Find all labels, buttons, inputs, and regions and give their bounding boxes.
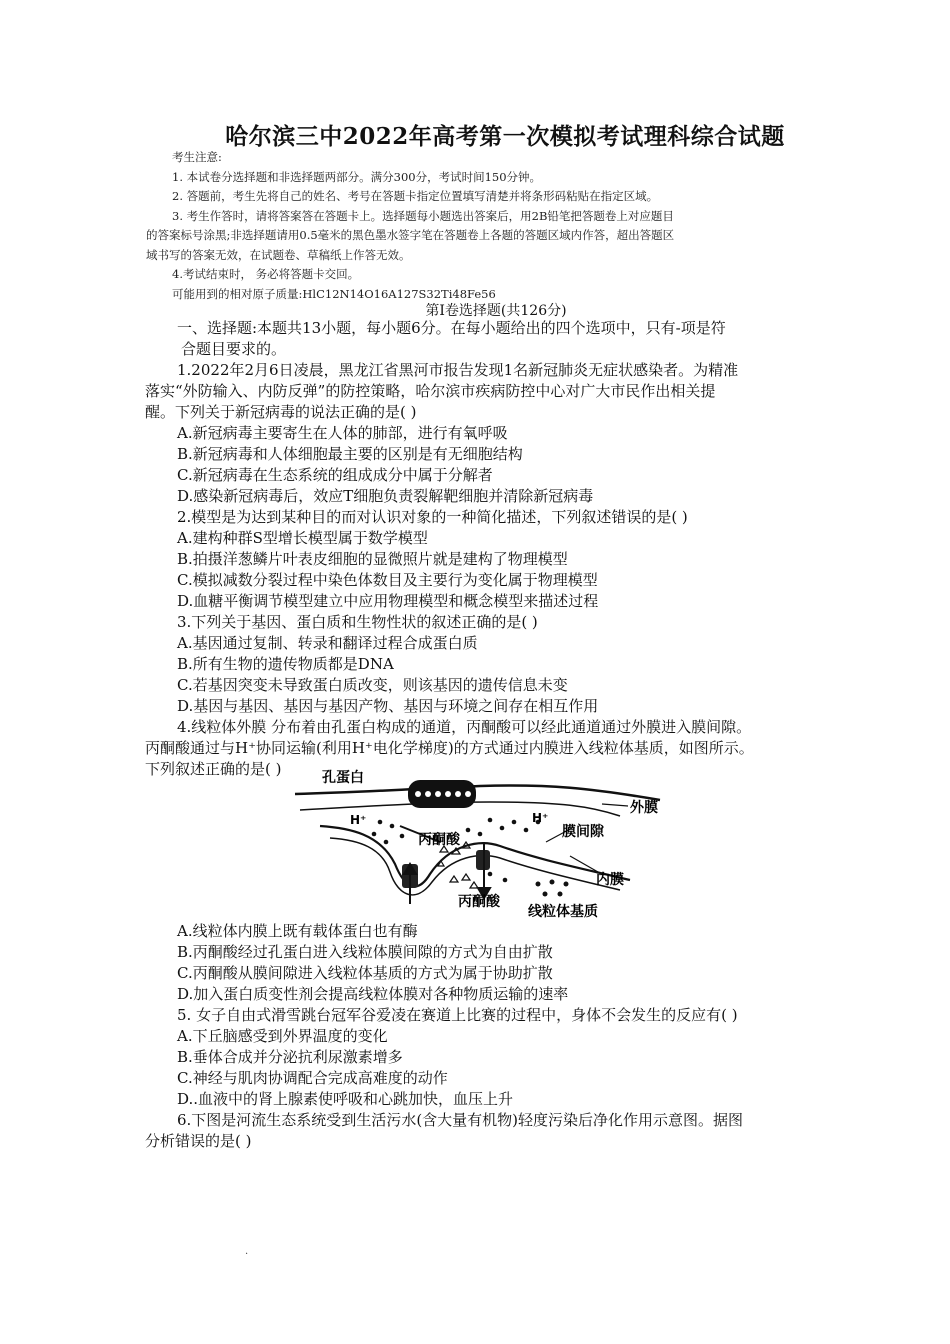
label-h-left: H⁺ bbox=[350, 813, 367, 827]
q4-option-c: C.丙酮酸从膜间隙进入线粒体基质的方式为属于协助扩散 bbox=[177, 964, 553, 982]
q1-option-b: B.新冠病毒和人体细胞最主要的区别是有无细胞结构 bbox=[177, 445, 523, 463]
question-block-top bbox=[145, 318, 825, 780]
q5-option-a: A.下丘脑感受到外界温度的变化 bbox=[177, 1027, 388, 1045]
label-porin: 孔蛋白 bbox=[322, 770, 364, 786]
q2-option-b: B.拍摄洋葱鳞片叶表皮细胞的显微照片就是建构了物理模型 bbox=[177, 550, 568, 568]
q1-option-d: D.感染新冠病毒后，效应T细胞负责裂解靶细胞并清除新冠病毒 bbox=[177, 487, 594, 505]
q4-stem: 4.线粒体外膜 分布着由孔蛋白构成的通道，丙酮酸可以经此通道通过外膜进入膜间隙。 bbox=[177, 718, 752, 736]
label-matrix: 线粒体基质 bbox=[528, 904, 598, 920]
label-h-right: H⁺ bbox=[532, 811, 549, 825]
q3-option-a: A.基因通过复制、转录和翻译过程合成蛋白质 bbox=[177, 634, 478, 652]
q4-option-d: D.加入蛋白质变性剂会提高线粒体膜对各种物质运输的速率 bbox=[177, 985, 569, 1003]
label-inner-membrane: 内膜 bbox=[596, 872, 624, 888]
footer-mark: . bbox=[245, 1246, 249, 1257]
q3-option-d: D.基因与基因、基因与基因产物、基因与环境之间存在相互作用 bbox=[177, 697, 599, 715]
question-block-bottom bbox=[145, 921, 825, 1152]
q4-option-b: B.丙酮酸经过孔蛋白进入线粒体膜间隙的方式为自由扩散 bbox=[177, 943, 553, 961]
notice-item: 4.考试结束时， 务必将答题卡交回。 bbox=[172, 267, 360, 281]
q2-option-a: A.建构种群S型增长模型属于数学模型 bbox=[177, 529, 428, 547]
q4-stem: 下列叙述正确的是( ) bbox=[145, 760, 282, 778]
q1-option-a: A.新冠病毒主要寄生在人体的肺部，进行有氧呼吸 bbox=[177, 424, 508, 442]
q2-stem: 2.模型是为达到某种目的而对认识对象的一种简化描述，下列叙述错误的是( ) bbox=[177, 508, 688, 526]
q6-stem: 分析错误的是( ) bbox=[145, 1132, 252, 1150]
q6-stem: 6.下图是河流生态系统受到生活污水(含大量有机物)轻度污染后净化作用示意图。据图 bbox=[177, 1111, 744, 1129]
notice-item: 1. 本试卷分选择题和非选择题两部分。满分300分，考试时间150分钟。 bbox=[172, 169, 542, 184]
label-intermembrane: 膜间隙 bbox=[562, 824, 604, 840]
q1-stem: 1.2022年2月6日凌晨，黑龙江省黑河市报告发现1名新冠肺炎无症状感染者。为精准 bbox=[177, 361, 739, 379]
q5-option-c: C.神经与肌肉协调配合完成高难度的动作 bbox=[177, 1069, 448, 1087]
notice-item: 域书写的答案无效，在试题卷、草稿纸上作答无效。 bbox=[146, 247, 411, 262]
label-pyruvate-top: 丙酮酸 bbox=[418, 832, 460, 848]
q1-stem: 落实“外防输入、内防反弹”的防控策略，哈尔滨市疾病防控中心对广大市民作出相关提 bbox=[145, 382, 716, 400]
atomic-mass-line: 可能用到的相对原子质量:HlC12N14O16A127S32Ti48Fe56 bbox=[172, 286, 496, 301]
label-outer-membrane: 外膜 bbox=[630, 800, 658, 816]
page-title: 哈尔滨三中2022年高考第一次模拟考试理科综合试题 bbox=[225, 123, 785, 150]
exam-notice bbox=[146, 148, 812, 304]
q4-stem: 丙酮酸通过与H⁺协同运输(利用H⁺电化学梯度)的方式通过内膜进入线粒体基质，如图所示。 bbox=[145, 739, 754, 757]
notice-heading: 考生注意: bbox=[172, 150, 222, 164]
outer-membrane-line bbox=[295, 786, 660, 800]
intro-line: 一、选择题:本题共13小题，每小题6分。在每小题给出的四个选项中，只有-项是符 bbox=[177, 319, 726, 337]
q4-option-a: A.线粒体内膜上既有载体蛋白也有酶 bbox=[177, 922, 418, 940]
section-heading: 第I卷选择题(共126分) bbox=[425, 303, 567, 319]
q1-stem: 醒。下列关于新冠病毒的说法正确的是( ) bbox=[145, 403, 417, 421]
notice-item: 的答案标号涂黑;非选择题请用0.5毫米的黑色墨水签字笔在答题卷上各题的答题区域内作答，超出答题区 bbox=[146, 228, 675, 242]
q3-option-c: C.若基因突变未导致蛋白质改变，则该基因的遗传信息未变 bbox=[177, 676, 568, 694]
q5-stem: 5. 女子自由式滑雪跳台冠军谷爱凌在赛道上比赛的过程中，身体不会发生的反应有( ) bbox=[177, 1006, 738, 1024]
q5-option-d: D..血液中的肾上腺素使呼吸和心跳加快，血压上升 bbox=[177, 1090, 514, 1108]
q2-option-c: C.模拟减数分裂过程中染色体数目及主要行为变化属于物理模型 bbox=[177, 571, 598, 589]
label-pyruvate-bottom: 丙酮酸 bbox=[458, 894, 500, 910]
notice-item: 2. 答题前，考生先将自己的姓名、考号在答题卡指定位置填写清楚并将条形码粘贴在指定区域。 bbox=[172, 189, 659, 203]
q2-option-d: D.血糖平衡调节模型建立中应用物理模型和概念模型来描述过程 bbox=[177, 592, 599, 610]
q3-stem: 3.下列关于基因、蛋白质和生物性状的叙述正确的是( ) bbox=[177, 613, 538, 631]
q3-option-b: B.所有生物的遗传物质都是DNA bbox=[177, 655, 394, 673]
q1-option-c: C.新冠病毒在生态系统的组成成分中属于分解者 bbox=[177, 466, 493, 484]
mitochondria-membrane-diagram bbox=[290, 764, 670, 924]
q5-option-b: B.垂体合成并分泌抗利尿激素增多 bbox=[177, 1048, 403, 1066]
notice-item: 3. 考生作答时，请将答案答在答题卡上。选择题每小题选出答案后，用2B铅笔把答题卷上对应题目 bbox=[172, 208, 674, 223]
intro-line: 合题目要求的。 bbox=[181, 340, 287, 358]
